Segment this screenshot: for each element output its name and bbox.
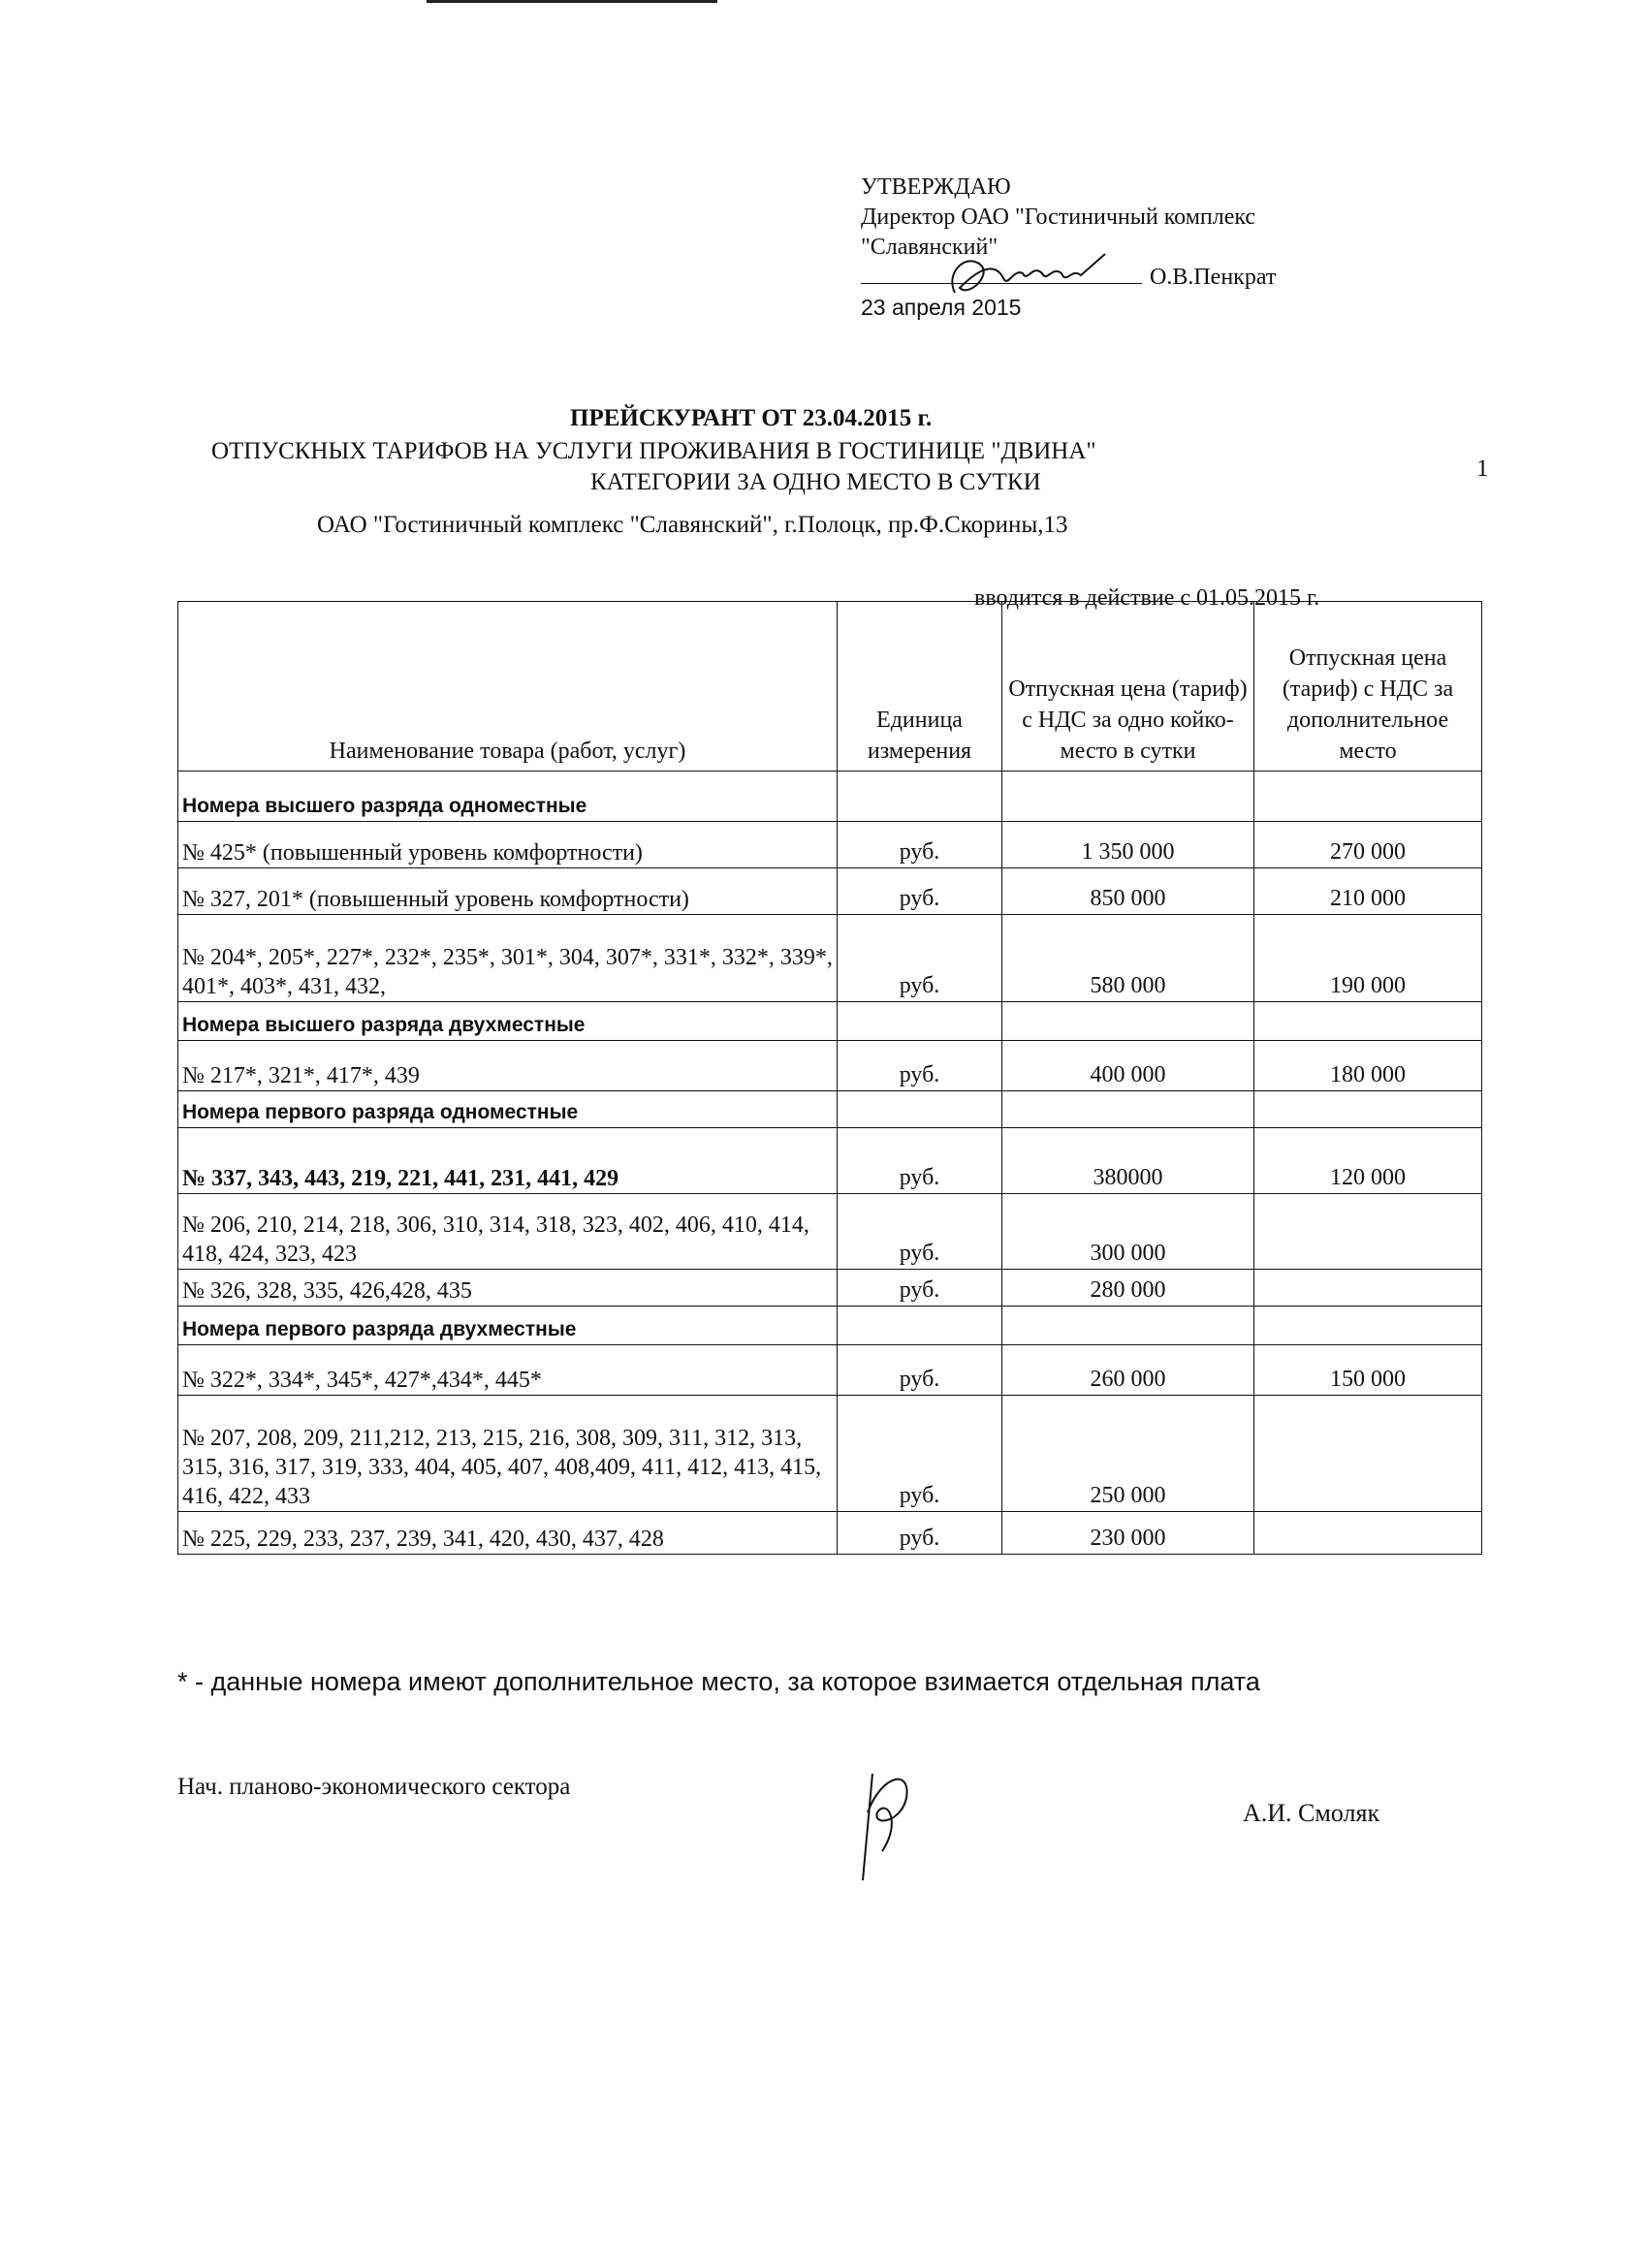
unit-cell: руб. — [838, 822, 1002, 868]
table-row — [178, 1512, 1482, 1555]
empty-cell — [838, 1002, 1002, 1041]
empty-cell — [1254, 772, 1482, 822]
table-category-row — [178, 1091, 1482, 1128]
footnote: * - данные номера имеют дополнительное место, за которое взимается отдельная плата — [177, 1667, 1260, 1696]
approval-signer: О.В.Пенкрат — [1150, 265, 1277, 290]
price-bed-cell: 580 000 — [1002, 915, 1254, 1002]
table-row — [178, 1345, 1482, 1396]
economist-signature-icon — [843, 1754, 940, 1890]
effective-date: вводится в действие с 01.05.2015 г. — [974, 585, 1320, 611]
price-bed-cell: 260 000 — [1002, 1345, 1254, 1396]
approval-date: 23 апреля 2015 — [861, 295, 1022, 320]
room-list: № 206, 210, 214, 218, 306, 310, 314, 318, 323, 402, 406, 410, 414, 418, 424, 323, 423 — [178, 1194, 838, 1270]
empty-cell — [1002, 1091, 1254, 1128]
room-list: № 225, 229, 233, 237, 239, 341, 420, 430, 437, 428 — [178, 1512, 838, 1555]
unit-cell: руб. — [838, 1396, 1002, 1512]
document-subtitle-2: КАТЕГОРИИ ЗА ОДНО МЕСТО В СУТКИ — [590, 469, 1041, 495]
empty-cell — [1002, 772, 1254, 822]
price-extra-cell — [1254, 1512, 1482, 1555]
room-list: № 337, 343, 443, 219, 221, 441, 231, 441, 429 — [178, 1128, 838, 1194]
price-extra-cell: 210 000 — [1254, 868, 1482, 915]
category-name: Номера высшего разряда двухместные — [178, 1002, 838, 1041]
empty-cell — [1254, 1091, 1482, 1128]
price-extra-cell: 150 000 — [1254, 1345, 1482, 1396]
table-row — [178, 915, 1482, 1002]
table-row — [178, 1041, 1482, 1091]
price-bed-cell: 230 000 — [1002, 1512, 1254, 1555]
signatory-name: А.И. Смоляк — [1243, 1799, 1380, 1827]
scan-edge-line — [427, 0, 717, 3]
category-name: Номера высшего разряда одноместные — [178, 772, 838, 822]
company-address: ОАО "Гостиничный комплекс "Славянский", г.Полоцк, пр.Ф.Скорины,13 — [317, 512, 1068, 538]
header-unit: Единица измерения — [838, 602, 1002, 772]
price-bed-cell: 400 000 — [1002, 1041, 1254, 1091]
table-row — [178, 1128, 1482, 1194]
room-list: № 322*, 334*, 345*, 427*,434*, 445* — [178, 1345, 838, 1396]
header-price-bed: Отпускная цена (тариф) с НДС за одно койко-место в сутки — [1002, 602, 1254, 772]
price-table — [177, 601, 1482, 1555]
approval-position: Директор ОАО "Гостиничный комплекс — [861, 205, 1256, 230]
empty-cell — [838, 1307, 1002, 1345]
room-list: № 207, 208, 209, 211,212, 213, 215, 216, 308, 309, 311, 312, 313, 315, 316, 317, 319, 333, 404, 405, 407, 408,409, 411, 412, 413, 415, 416, 422, 433 — [178, 1396, 838, 1512]
table-header-row — [178, 602, 1482, 772]
empty-cell — [838, 772, 1002, 822]
document-subtitle-1: ОТПУСКНЫХ ТАРИФОВ НА УСЛУГИ ПРОЖИВАНИЯ В ГОСТИНИЦЕ "ДВИНА" — [211, 438, 1096, 464]
room-list: № 204*, 205*, 227*, 232*, 235*, 301*, 304, 307*, 331*, 332*, 339*, 401*, 403*, 431, 432, — [178, 915, 838, 1002]
category-name: Номера первого разряда двухместные — [178, 1307, 838, 1345]
price-extra-cell: 270 000 — [1254, 822, 1482, 868]
empty-cell — [1254, 1002, 1482, 1041]
empty-cell — [1002, 1002, 1254, 1041]
room-list: № 327, 201* (повышенный уровень комфортности) — [178, 868, 838, 915]
page-number: 1 — [1476, 456, 1489, 482]
price-bed-cell: 1 350 000 — [1002, 822, 1254, 868]
price-bed-cell: 280 000 — [1002, 1270, 1254, 1307]
price-bed-cell: 300 000 — [1002, 1194, 1254, 1270]
unit-cell: руб. — [838, 1345, 1002, 1396]
header-name: Наименование товара (работ, услуг) — [178, 602, 838, 772]
empty-cell — [838, 1091, 1002, 1128]
unit-cell: руб. — [838, 1270, 1002, 1307]
table-row — [178, 1194, 1482, 1270]
unit-cell: руб. — [838, 868, 1002, 915]
signatory-position: Нач. планово-экономического сектора — [177, 1774, 571, 1800]
price-bed-cell: 380000 — [1002, 1128, 1254, 1194]
empty-cell — [1002, 1307, 1254, 1345]
table-row — [178, 1396, 1482, 1512]
unit-cell: руб. — [838, 1041, 1002, 1091]
price-extra-cell: 180 000 — [1254, 1041, 1482, 1091]
unit-cell: руб. — [838, 1512, 1002, 1555]
header-price-extra: Отпускная цена (тариф) с НДС за дополнительное место — [1254, 602, 1482, 772]
price-extra-cell — [1254, 1270, 1482, 1307]
unit-cell: руб. — [838, 1194, 1002, 1270]
table-row — [178, 822, 1482, 868]
document-title: ПРЕЙСКУРАНТ ОТ 23.04.2015 г. — [570, 405, 933, 431]
price-extra-cell — [1254, 1396, 1482, 1512]
table-category-row — [178, 1002, 1482, 1041]
price-extra-cell: 190 000 — [1254, 915, 1482, 1002]
room-list: № 326, 328, 335, 426,428, 435 — [178, 1270, 838, 1307]
price-bed-cell: 250 000 — [1002, 1396, 1254, 1512]
director-signature-icon — [935, 244, 1120, 312]
unit-cell: руб. — [838, 915, 1002, 1002]
table-category-row — [178, 1307, 1482, 1345]
table-body — [178, 772, 1482, 1555]
approval-company: "Славянский" — [861, 235, 998, 260]
table-row — [178, 868, 1482, 915]
approval-heading: УТВЕРЖДАЮ — [861, 174, 1011, 200]
unit-cell: руб. — [838, 1128, 1002, 1194]
price-bed-cell: 850 000 — [1002, 868, 1254, 915]
price-extra-cell — [1254, 1194, 1482, 1270]
price-extra-cell: 120 000 — [1254, 1128, 1482, 1194]
table-category-row — [178, 772, 1482, 822]
category-name: Номера первого разряда одноместные — [178, 1091, 838, 1128]
room-list: № 425* (повышенный уровень комфортности) — [178, 822, 838, 868]
table-row — [178, 1270, 1482, 1307]
room-list: № 217*, 321*, 417*, 439 — [178, 1041, 838, 1091]
empty-cell — [1254, 1307, 1482, 1345]
